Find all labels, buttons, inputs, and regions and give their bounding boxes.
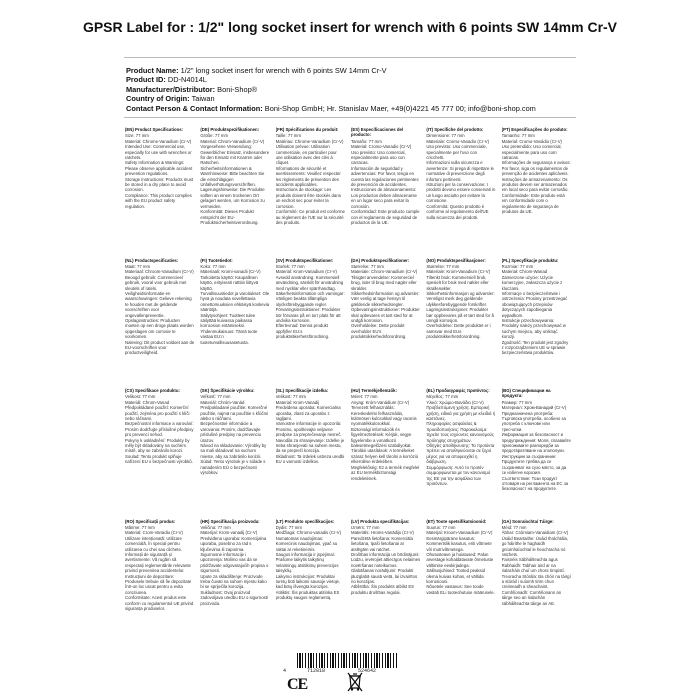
spec-cell-heading: (ET) Toote spetsifikatsioonid: <box>426 518 487 524</box>
spec-cell-heading: (GA) Sonraíochtaí Táirge: <box>501 518 554 524</box>
spec-cell <box>125 258 194 387</box>
barcode-lead-digit: 4 <box>283 668 287 674</box>
spec-cell-body: Størrelse: 77 mm Materiale: Chrom-Vanadium (Cr-V) Tilsigtet anvendelse: Kommerciel brug, især til brug med nøgler eller skralder. Sikkerhedsinformation og advarsler: Vær venlig at tage hensyn til gældende sikkerhedsregler. Opbevaringsinstruktioner: Produkter skal opbevares et tørt sted for at undgå korrosion. Overholdelse: Dette produkt overholder EU's produktsikkerhedsforordning. <box>351 263 420 340</box>
spec-cell-heading: (DA) Produktspecifikationer: <box>351 257 410 263</box>
spec-cell-body: Μέγεθος: 77 mm Υλικό: Χρώμιο-Βανάδιο (Cr-V) Προβλεπόμενη χρήση: Εμπορική χρήση, ειδικά για χρήση με κλειδιά ή καστάνιες. Πληροφορίες ασφαλείας & προειδοποιήσεις: Παρακαλούμε τηρείτε τους ισχύοντες κανονισμούς πρόληψης ατυχημάτων. Οδηγίες αποθήκευσης: Τα προϊόντα πρέπει να αποθηκεύονται σε ξηρό μέρος για να αποφευχθεί η διάβρωση. Συμμόρφωση: Αυτό το προϊόν συμμορφώνεται με τον κανονισμό της ΕΕ για την ασφάλεια των προϊόντων. <box>426 394 496 486</box>
spec-grid <box>125 127 571 647</box>
spec-cell-body: Suurus: 77 mm Materjal: Kroom-Vanaadium (Cr-V) Eesmärgipärane kasutus: Kommertslik kasutus, eriti võtmete või mutrivõtmetega. Ohutusteave ja hoiatused: Palun arvestage kohaldatavate õnnetuste vältimise eeskirjadega. Säilitusjuhised: Tooted peaksid olema kuivas kohas, et vältida korrosiooni. Nõuetele vastavus: See toode vastab ELi tooteohutuse määrusele. <box>426 524 495 595</box>
spec-cell-heading: (SL) Specifikacije izdelka: <box>275 388 329 393</box>
info-row-product-name <box>126 66 586 75</box>
spec-cell <box>351 388 420 517</box>
spec-cell-body: Taille: 77 mm Matériau: Chrome-Vanadium (Cr-V) Utilisation prévue: Utilisation commerciale, en particulier pour une utilisation avec des clés à cliquet. Informations de sécurité et avertissements: Veuillez respecter les règlements de prévention des accidents applicables. Instructions de stockage: Les produits doivent être stockés dans un endroit sec pour éviter la corrosion. Conformité: Ce produit est conforme au règlement de l'UE sur la sécurité des produits. <box>275 133 345 225</box>
spec-cell-heading: (PL) Specyfikacje produktu: <box>501 257 559 263</box>
spec-cell-body: Izmērs: 77 mm Materiāls: Hroms-Vanādijs (Cr-V) Paredzētā lietošana: Komerciāla lietošana, īpaši lietošanai ar atslēgām vai ratchet. Drošības informācija un brīdinājumi: Lūdzu, ievērojiet attiecīgos nelaimes novēršanas noteikumus. Glabāšanas norādījumi: Produkti jāuzglabā sausā vietā, lai izvairītos no korozijas. Atbilstība: Šis produkts atbilst ES produktu drošības regulai. <box>351 524 421 595</box>
ce-mark-icon: CE <box>287 676 308 693</box>
spec-cell-body: Mărime: 77 mm Material: Crom-Vanadiu (Cr-V) Utilizare intenționată: Utilizare comercială, în special pentru utilizarea cu chei sau clichete. Informații de siguranță și avertismente: Vă rugăm să respectați reglementările relevante privind prevenirea accidentelor. Instrucțiuni de depozitare: Produsele trebuie să fie depozitate într-un loc uscat pentru a evita coroziunea. Conformitate: Acest produs este conform cu regulamentul UE privind siguranța produselor. <box>125 524 194 611</box>
spec-cell-heading: (HR) Specifikacija proizvoda: <box>200 518 260 524</box>
spec-cell <box>200 388 269 517</box>
spec-cell <box>200 519 269 648</box>
info-value: DD-N4014L <box>167 75 207 85</box>
spec-cell-body: Koko: 77 mm Materiaali: Kromi-vanadii (Cr-V) Tarkoitettu käyttö: Kaupallinen käyttö, erityisesti ratttiin liittyvä käyttö. Turvallisuustiedot ja varoitukset: Ole hyvä ja noudata sovellettavia onnettomuuksien ehkäisyä koskevia sääntöjä. Säilytysohjeet: Tuotteet tulee säilyttää kuivassa paikassa korroosion estämiseksi. Yhdenmukaisuus: Tämä tuote vastaa EU:n tuoteturvallisuusasetusta. <box>200 263 270 345</box>
barcode-bars <box>297 653 397 668</box>
spec-cell-body: Tamanho: 77 mm Material: Cromo-Vanádio (Cr-V) Uso pretendido: Uso comercial, especialmente para uso com catracas. Informações de segurança e avisos: Por favor, siga os regulamentos de prevenção de acidentes aplicáveis. Instruções de armazenamento: Os produtos devem ser armazenados em local seco para evitar corrosão. Conformidade: Este produto está em conformidade com o regulamento de segurança de produtos da UE. <box>501 133 571 215</box>
info-divider <box>124 117 576 118</box>
info-row-contact <box>126 104 586 113</box>
spec-cell <box>276 519 345 648</box>
spec-cell-body: Größe: 77 mm Material: Chrom-Vanadium (Cr-V) Vorgesehene Verwendung: Gewerblicher Einsatz, insbesondere für den Einsatz mit Knarren oder Ratschen. Sicherheitsinformationen & Warnhinweise: Bitte beachten Sie die einschlägigen Unfallverhütungsvorschriften. Lagerungshinweise: Die Produkte sollten an einem trockenen Ort gelagert werden, um Korrosion zu vermeiden. Konformität: Dieses Produkt entspricht der EU-Produktsicherheitsverordnung. <box>200 133 270 225</box>
spec-cell <box>276 258 345 387</box>
page-title: GPSR Label for : 1/2" long socket insert for wrench with 6 points SW 14mm Cr-V <box>82 19 618 35</box>
spec-cell <box>426 127 495 256</box>
info-value: 1/2" long socket insert for wrench with 6 points SW 14mm Cr-V <box>180 66 387 75</box>
spec-cell-heading: (FI) Tuotetiedot: <box>200 257 233 263</box>
spec-cell <box>351 258 420 387</box>
spec-cell <box>502 388 571 517</box>
spec-cell-heading: (NO) Produktspesifikasjoner: <box>426 257 486 263</box>
barcode-right-digits: 524642 <box>358 668 377 674</box>
spec-cell <box>200 258 269 387</box>
info-row-manufacturer <box>126 85 586 94</box>
spec-cell <box>276 388 345 517</box>
spec-cell-body: Velikost: 77 mm Material: Krom-Vanadij Predvidena uporaba: Komercialna uporaba, zlasti za uporabo z ragljami. Varnostne informacije in opozorila: Prosimo, upoštevajte veljavne predpise za preprečevanje nesreč. Navodila za shranjevanje: Izdelke je treba shranjevati na suhem mestu, da se prepreči korozija. Skladnost: Ta izdelek ustreza uredbi EU o varnosti izdelkov. <box>275 394 345 465</box>
spec-cell-heading: (NL) Productspecificaties: <box>125 257 179 263</box>
spec-cell-body: Size: 77 mm Material: Chrome-Vanadium (Cr-V) Intended Use: Commercial use, especially for use with wrenches or ratchets. Safety Information & Warnings: Please observe applicable accident prevention regulations. Storage Instructions: Products must be stored in a dry place to avoid corrosion. Compliance: This product complies with the EU product safety regulation. <box>125 133 194 209</box>
barcode-left-digits: 712818 <box>307 668 326 674</box>
spec-cell-body: Dimensione: 77 mm Materiale: Cromo-Vanadio (Cr-V) Uso previsto: Uso commerciale, specialmente per l'uso con cricchetti. Informazioni sulla sicurezza e avvertenze: Si prega di rispettare le normative di prevenzione degli infortuni pertinenti. Istruzioni per la conservazione: I prodotti devono essere conservati in un luogo asciutto per evitare la corrosione. Conformità: Questo prodotto è conforme al regolamento dell'UE sulla sicurezza dei prodotti. <box>426 133 496 220</box>
spec-cell <box>502 127 571 256</box>
info-label: Country of Origin: <box>126 94 190 104</box>
weee-bin-icon <box>347 672 363 692</box>
spec-cell-body: Méret: 77 mm Anyag: Króm-Vanádium (Cr-V) Tervezett felhasználás: Kereskedelmi felhasználás, különösen kulcsokkal vagy racsnis nyomatékkulcsokkal. Biztonsági információk és figyelmeztetések: Kérjük, vegye figyelembe a vonatkozó balesetmegelőzési szabályokat. Tárolási utasítások: A termékeket száraz helyen kell tárolni a korrózió elkerülése érdekében. Megfelelőség: Ez a termék megfelel az EU termékbiztonsági rendeletének. <box>351 394 420 481</box>
spec-cell <box>125 388 194 517</box>
spec-cell-heading: (CS) Specifikace produktu: <box>125 388 180 393</box>
spec-cell-heading: (HU) Termékjellemzők: <box>351 388 398 393</box>
spec-cell-heading: (RO) Specificații produs: <box>125 518 176 524</box>
spec-cell-heading: (SK) Špecifikácie výrobku: <box>200 388 255 393</box>
spec-cell <box>276 127 345 256</box>
spec-cell-body: Dydis: 77 mm Medžiaga: Chromo-vanadis (Cr-V) Numatomas naudojimas: Komercinis naudojimas, ypač su raktai ar reketinėmis. Saugos informacija ir įspėjimai: Prašome laikytis taikytinų nelaimingų atsitikimų prevencijos taisyklių. Laikymo instrukcijos: Produktai turėtų būti laikomi sausoje vietoje, kad būtų išvengta korozijos. Atitiktis: Šis produktas atitinka ES produktų saugos reglamentą. <box>275 524 342 601</box>
spec-cell-body: Veličina: 77 mm Materijal: Krom-vanadij (Cr-V) Predviđena uporaba: Komercijalna uporaba, posebno za rad s ključevima ili zaporima. Sigurnosne informacije i upozorenja: Molimo vas da se pridržavate odgovarajućih propisa o sigurnosti. Upute za skladištenje: Proizvode treba čuvati na suhom mjestu kako bi se spriječila korozija. Sukladnost: Ovaj proizvod zadovoljava uredbu EU o sigurnosti proizvoda. <box>200 524 269 606</box>
info-row-country <box>126 94 586 103</box>
spec-cell-heading: (SV) Produktspecifikationer: <box>275 257 334 263</box>
spec-cell-heading: (EL) Προδιαγραφές προϊόντος: <box>426 388 490 393</box>
info-label: Manufacturer/Distributor: <box>126 84 216 94</box>
spec-cell-heading: (LV) Produkta specifikācijas: <box>351 518 410 524</box>
spec-cell-body: Veľkosť: 77 mm Materiál: Chróm-Vanád Predpokladané použitie: Komerčné použitie, najmä na použitie s kľúčmi alebo s ráčňami. Bezpečnostné informácie a varovania: Prosím, dodržiavajte príslušné predpisy na prevenciu úrazov. Návod na skladovanie: Výrobky by sa mali skladovať na suchom mieste, aby sa zabránilo korózii. Súlad: Tento výrobok je v súlade s nariadením EÚ o bezpečnosti výrobkov. <box>200 394 269 476</box>
spec-cell <box>502 519 571 648</box>
spec-cell-body: Maat: 77 mm Materiaal: Chroom-Vanadium (Cr-V) Beoogd gebruik: Commercieel gebruik, vooral voor gebruik met sleutels of ratels. Veiligheidsinformatie en waarschuwingen: Gelieve rekening te houden met de geldende voorschriften voor ongevallenpreventie. Opslaginstructies: Producten moeten op een droge plaats worden opgeslagen om corrosie te voorkomen. Naleving: Dit product voldoet aan de EU-voorschriften voor productveiligheid. <box>125 263 195 356</box>
spec-cell <box>426 258 495 387</box>
spec-cell <box>426 519 495 648</box>
product-info <box>126 66 586 113</box>
spec-cell-body: Velikost: 77 mm Materiál: Chrom-Vanad Předpokládané použití: Komerční použití, zejména pro použití s klíči nebo ráčnami. Bezpečnostní informace a varování: Prosím dodržujte příslušné předpisy pro prevenci nehod. Pokyny k uskladnění: Produkty by měly být skladovány na suchém místě, aby se zabránilo korozi. Soulad: Tento produkt splňuje nařízení EU o bezpečnosti výrobků. <box>125 394 194 465</box>
spec-cell-body: Tamaño: 77 mm Material: Cromo-Vanadio (Cr-V) Uso previsto: Uso comercial, especialmente para uso con carracas. Información de seguridad y advertencias: Por favor, tenga en cuenta las regulaciones pertinentes de prevención de accidentes. Instrucciones de almacenamiento: Los productos deben almacenarse en un lugar seco para evitar la corrosión. Conformidad: Este producto cumple con el reglamento de seguridad de productos de la UE. <box>351 138 420 225</box>
info-row-product-id <box>126 75 586 84</box>
spec-cell-heading: (ES) Especificaciones del producto: <box>351 127 404 138</box>
spec-cell <box>200 127 269 256</box>
spec-cell-heading: (IT) Specifiche del prodotto: <box>426 127 484 132</box>
spec-cell-body: Størrelse: 77 mm Materiale: Krom-Vanadium (Cr-V) Tiltenkt bruk: Kommersiell bruk, spesielt for bruk med nøkler eller skrallenøkler. Sikkerhetsinformasjon og advarsler: Vennligst merk deg gjeldende ulykkesforebyggende forskrifter. Lagringsinstruksjoner: Produkter bør oppbevares på et tørt sted for å unngå korrosjon. Overholdelse: Dette produktet er i samsvar med EUs produktsikkerhetsforordning. <box>426 263 495 340</box>
spec-cell-heading: (EN) Product Specifications: <box>125 127 184 132</box>
spec-cell-body: Storlek: 77 mm Material: Krom-Vanadium (Cr-V) Avsedd användning: Kommersiell användning, särskilt för användning med nycklar eller spärrhandtag. Säkerhetsinformation och varningar: Vänligen beakta tillämpliga olycksförebyggande regler. Förvaringsinstruktioner: Produkter bör förvaras på en torr plats för att undvika korrosion. Efterlevnad: Denna produkt uppfyller EU:s produktsäkerhetsförordning. <box>275 263 345 340</box>
info-value: Boni-Shop® <box>217 84 258 94</box>
spec-cell <box>502 258 571 387</box>
spec-cell <box>125 127 194 256</box>
spec-cell <box>125 519 194 648</box>
info-label: Product Name: <box>126 66 179 75</box>
info-label: Contact Person & Contact Information: <box>126 103 263 113</box>
spec-cell <box>426 388 495 517</box>
info-value: Taiwan <box>191 94 215 104</box>
spec-cell-body: Размер: 77 mm Материал: Хром-Ванадий (Cr-V) Предназначена употреба: Търговска употреба, особено за употреба с ключове или тресчотки. Информация за безопасност и предупреждения: Моля, спазвайте приложимите разпоредби за предотвратяване на злополуки. Инструкции за съхранение: Продуктите трябва да се съхраняват на сухо място, за да се избегне корозия. Съответствие: Този продукт отговаря на регламента на ЕС за безопасност на продуктите. <box>501 399 571 492</box>
spec-cell-body: Rozmiar: 77 mm Materiał: Chrom-Wanad Zamierzone użycie: Użycie komercyjne, zwłaszcza użycie z kluczami. Informacje o bezpieczeństwie i ostrzeżenia: Prosimy przestrzegać obowiązujących przepisów dotyczących zapobiegania wypadkom. Instrukcje przechowywania: Produkty należy przechowywać w suchym miejscu, aby uniknąć korozji. Zgodność: Ten produkt jest zgodny z rozporządzeniem UE w sprawie bezpieczeństwa produktów. <box>501 263 569 356</box>
spec-cell <box>351 519 420 648</box>
spec-cell-heading: (BG) Спецификации на продукта: <box>501 388 551 399</box>
spec-cell-heading: (PT) Especificações do produto: <box>501 127 568 132</box>
spec-cell-heading: (LT) Produkto specifikacijos: <box>275 518 335 524</box>
spec-cell-heading: (FR) Spécifications du produit: <box>275 127 339 132</box>
title-divider <box>124 57 576 58</box>
spec-cell-heading: (DE) Produktspezifikationen: <box>200 127 260 132</box>
barcode <box>283 653 403 675</box>
spec-cell <box>351 127 420 256</box>
spec-cell-body: Méid: 77 mm Ábhar: Cróimiam-Vanaidiam (Cr-V) Úsáid Beartaithe: Úsáid thráchtála, go háirithe le haghaidh gníomhaíochtaí le heochracha nó ratchets. Faisnéis Sábháilteachta agus Rabhaidh: Tabhair aird ar na rialacháin chuí um chosc timpistí. Treoracha Stórála: Ba chóir na táirgí a stóráil i suíomh tirim chun creimeadh a sheachaint. Comhlíonadh: Comhlíonann an táirge seo an rialachán sábháilteachta táirge an AE. <box>501 524 571 606</box>
info-label: Product ID: <box>126 75 166 85</box>
info-value: Boni-Shop GmbH; Hr. Stanislav Maer, +49(0)4221 45 777 00; info@boni-shop.com <box>264 103 536 113</box>
